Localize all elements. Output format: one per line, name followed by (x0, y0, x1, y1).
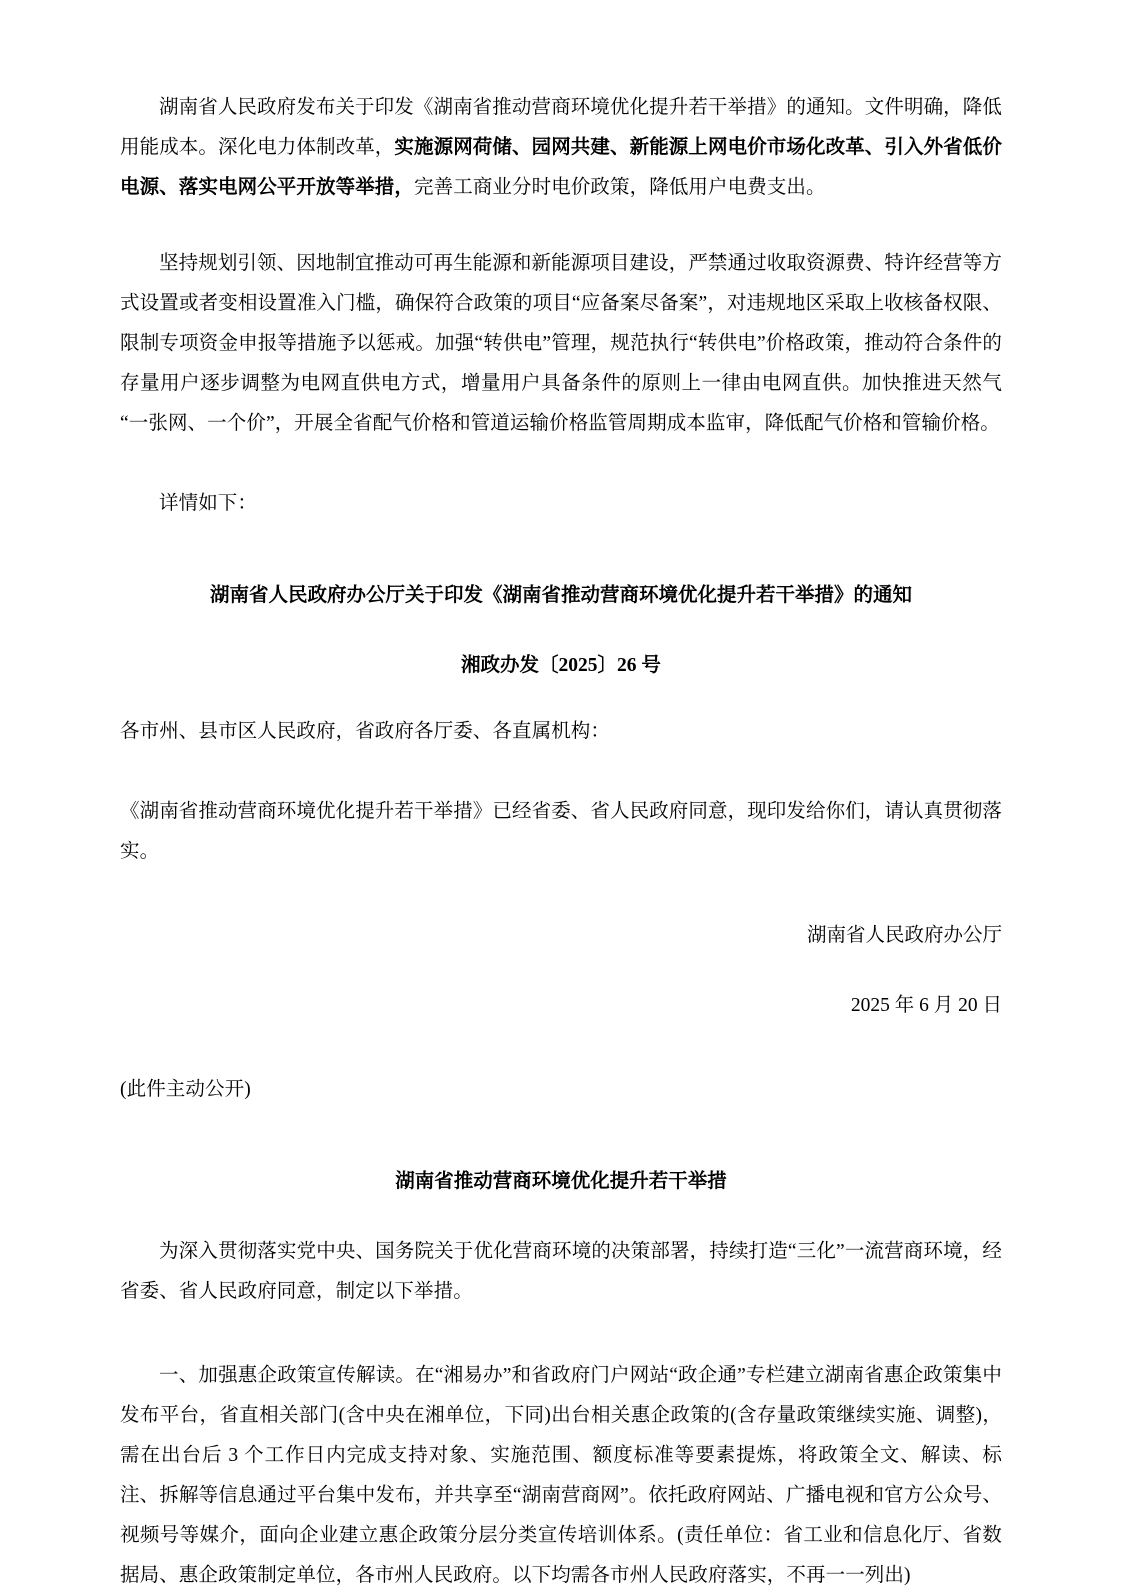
spacer (120, 956, 1002, 986)
measures-title: 湖南省推动营商环境优化提升若干举措 (395, 1171, 727, 1192)
spacer (120, 462, 1002, 484)
notice-issuer: 湖南省人民政府办公厅 (806, 925, 1002, 946)
intro-paragraph-1-part1: 湖南省人民政府发布关于印发《湖南省推动营商环境优化提升若干举措》的通知。文件明确，降低用能成本。深化电力体制改革， (120, 97, 1002, 158)
notice-addressee: 各市州、县市区人民政府，省政府各厅委、各直属机构： (120, 721, 611, 742)
spacer (120, 686, 1002, 712)
notice-date: 2025 年 6 月 20 日 (850, 995, 1002, 1016)
spacer (120, 1202, 1002, 1232)
notice-body: 《湖南省推动营商环境优化提升若干举措》已经省委、省人民政府同意，现印发给你们，请认真贯彻落实。 (120, 801, 1003, 862)
notice-document-number: 湘政办发〔2025〕26 号 (461, 655, 661, 676)
spacer (120, 1128, 1002, 1162)
notice-title: 湖南省人民政府办公厅关于印发《湖南省推动营商环境优化提升若干举措》的通知 (209, 585, 912, 606)
intro-paragraph-1-part2: 完善工商业分时电价政策，降低用户电费支出。 (414, 177, 826, 198)
spacer (120, 616, 1002, 646)
spacer (120, 226, 1002, 244)
intro-paragraph-1-bold: 实施源网荷储、园网共建、新能源上网电价市场化改革、引入外省低价电源、落实电网公平开放等举措， (120, 137, 1003, 198)
spacer (120, 1026, 1002, 1070)
document-content (120, 88, 1002, 1587)
disclosure-note: (此件主动公开) (120, 1079, 251, 1100)
spacer (120, 542, 1002, 576)
spacer (120, 890, 1002, 916)
intro-paragraph-1 (120, 88, 1002, 208)
details-lead: 详情如下： (159, 493, 258, 514)
measures-preamble: 为深入贯彻落实党中央、国务院关于优化营商环境的决策部署，持续打造“三化”一流营商环境，经省委、省人民政府同意，制定以下举措。 (120, 1241, 1002, 1302)
measures-item-1: 一、加强惠企政策宣传解读。在“湘易办”和省政府门户网站“政企通”专栏建立湖南省惠企政策集中发布平台，省直相关部门(含中央在湘单位，下同)出台相关惠企政策的(含存量政策继续实施、调整)，需在出台后 3 个工作日内完成支持对象、实施范围、额度标准等要素提炼，将政策全文、解读、标注、拆解等信息通过平台集中发布，并共享至“湖南营商网”。依托政府网站、广播电视和官方公众号、视频号等媒介，面向企业建立惠企政策分层分类宣传培训体系。(责任单位：省工业和信息化厅、省数据局、惠企政策制定单位，各市州人民政府。以下均需各市州人民政府落实，不再一一列出) (120, 1365, 1002, 1586)
spacer (120, 770, 1002, 792)
spacer (120, 1330, 1002, 1356)
intro-paragraph-2: 坚持规划引领、因地制宜推动可再生能源和新能源项目建设，严禁通过收取资源费、特许经营等方式设置或者变相设置准入门槛，确保符合政策的项目“应备案尽备案”，对违规地区采取上收核备权限、限制专项资金申报等措施予以惩戒。加强“转供电”管理，规范执行“转供电”价格政策，推动符合条件的存量用户逐步调整为电网直供电方式，增量用户具备条件的原则上一律由电网直供。加快推进天然气“一张网、一个价”，开展全省配气价格和管道运输价格监管周期成本监审，降低配气价格和管输价格。 (120, 253, 1002, 434)
